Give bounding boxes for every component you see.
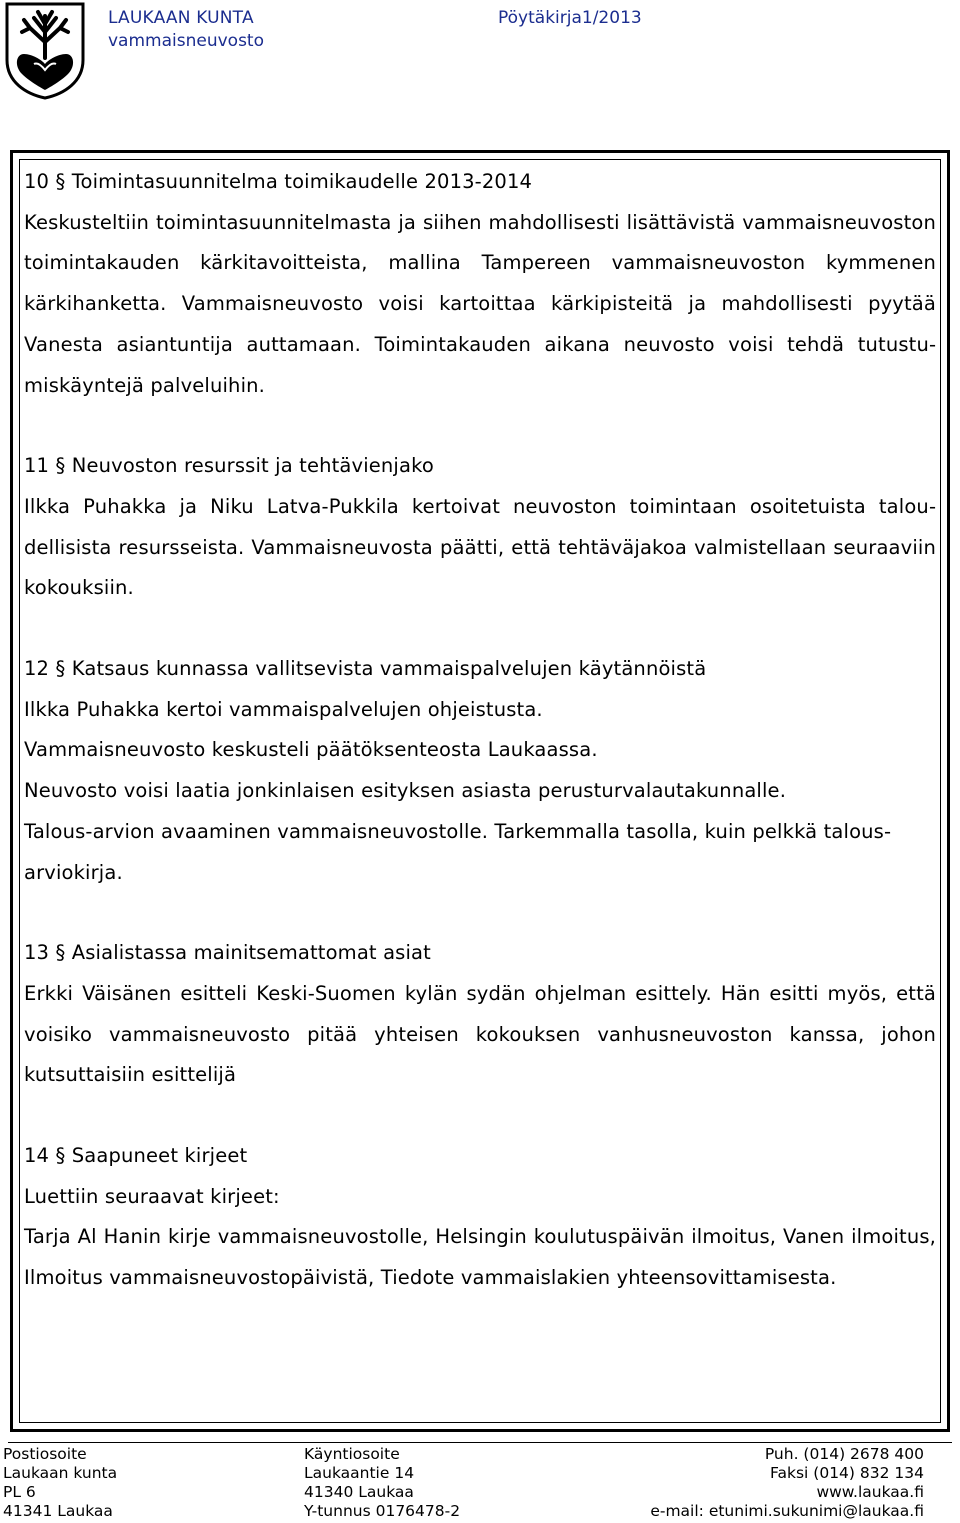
footer-email-link[interactable]: e-mail: etunimi.sukunimi@laukaa.fi [650,1502,924,1520]
council-name: vammaisneuvosto [108,31,264,51]
section-paragraph: Vammaisneuvosto keskusteli päätöksenteosta Laukaassa. [24,738,598,762]
section-paragraph: Talous-arvion avaaminen vammaisneuvostolle. Tarkemmalla tasolla, kuin pelkkä talousarviokirja. [24,819,892,884]
section-paragraph: Tarja Al Hanin kirje vammaisneuvostolle, Helsingin koulutuspäivän ilmoitus, Vanen ilmoitus, Ilmoitus vammaisneuvostopäivistä, Tiedote vammaislakien yhteensovittamisesta. [24,1225,936,1290]
section-title: Saapuneet kirjeet [71,1144,248,1168]
footer-label: Käyntiosoite [304,1445,400,1463]
section-14 [24,1136,936,1299]
footer-visiting-address [304,1445,460,1521]
section-symbol: § [55,657,66,681]
section-heading [24,446,936,487]
section-number: 11 [24,454,50,478]
footer-fax: Faksi (014) 832 134 [770,1464,924,1482]
organization-name: LAUKAAN KUNTA [108,8,254,28]
section-heading [24,1136,936,1177]
section-11 [24,446,936,609]
footer-divider [8,1442,952,1443]
section-title: Katsaus kunnassa vallitsevista vammaispalvelujen käytännöistä [71,657,707,681]
document-title: Pöytäkirja1/2013 [498,8,642,28]
section-heading [24,933,936,974]
section-symbol: § [55,1144,66,1168]
section-symbol: § [55,170,66,193]
section-paragraph: Ilkka Puhakka ja Niku Latva-Pukkila kertoivat neuvoston toimintaan osoitetuista taloudellisista resursseista. Vammaisneuvosta päätti, että tehtäväjakoa valmistellaan seuraaviin kokouksiin. [24,494,936,600]
section-symbol: § [55,941,66,965]
footer-line: 41340 Laukaa [304,1483,414,1501]
section-paragraph: Luettiin seuraavat kirjeet: [24,1184,280,1208]
section-paragraph: Neuvosto voisi laatia jonkinlaisen esityksen asiasta perusturvalautakunnalle. [24,779,787,803]
section-12 [24,649,936,893]
section-paragraph: Ilkka Puhakka kertoi vammaispalvelujen ohjeistusta. [24,697,543,721]
section-symbol: § [55,454,66,478]
section-heading [24,162,936,203]
section-13 [24,933,936,1096]
section-number: 10 [24,170,50,193]
footer-line: 41341 Laukaa [3,1502,113,1520]
footer-label: Postiosoite [3,1445,87,1463]
section-title: Neuvoston resurssit ja tehtävienjako [71,454,434,478]
section-number: 14 [24,1144,50,1168]
page-footer [0,1442,960,1523]
section-title: Toimintasuunnitelma toimikaudelle 2013-2014 [71,170,533,193]
section-number: 12 [24,657,50,681]
footer-line: Laukaantie 14 [304,1464,415,1482]
section-10 [24,162,936,406]
footer-line: Y-tunnus 0176478-2 [304,1502,461,1520]
section-number: 13 [24,941,50,965]
section-title: Asialistassa mainitsemattomat asiat [71,941,431,965]
footer-line: PL 6 [3,1483,36,1501]
footer-contact [650,1445,924,1521]
footer-postal-address [3,1445,117,1521]
section-paragraph: Erkki Väisänen esitteli Keski-Suomen kylän sydän ohjelman esittely. Hän esitti myös, että voisiko vammaisneuvosto pitää yhteisen kokouksen vanhusneuvoston kanssa, johon kutsuttaisiin esittelijä [24,981,936,1087]
footer-website-link[interactable]: www.laukaa.fi [816,1483,924,1501]
footer-line: Laukaan kunta [3,1464,118,1482]
minutes-content [24,162,936,1299]
section-paragraph: Keskusteltiin toimintasuunnitelmasta ja siihen mahdollisesti lisättävistä vammaisneuvoston toimintakauden kärkitavoitteista, mallina Tampereen vammaisneuvoston kymmenen kärkihanketta. Vammaisneuvosto voisi kartoittaa kärkipisteitä ja mahdollisesti pyytää Vanesta asiantuntija auttamaan. Toimintakauden aikana neuvosto voisi tehdä tutustumiskäyntejä palveluihin. [24,210,936,397]
section-heading [24,649,936,690]
footer-phone: Puh. (014) 2678 400 [764,1445,924,1463]
municipal-coat-of-arms-icon [4,2,86,100]
